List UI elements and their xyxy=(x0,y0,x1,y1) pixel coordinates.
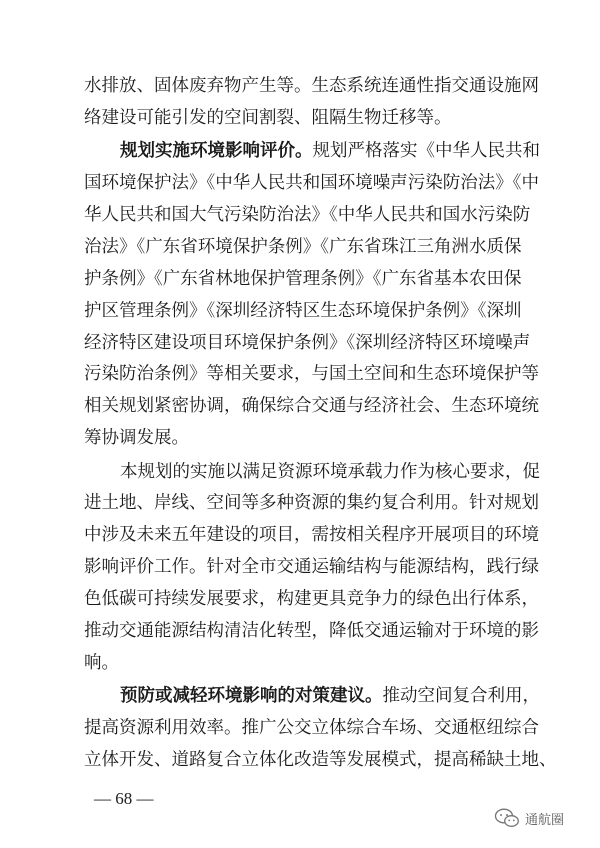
text-line: 中涉及未来五年建设的项目，需按相关程序开展项目的环境 xyxy=(84,525,539,545)
text-line: 推动交通能源结构清洁化转型，降低交通运输对于环境的影 xyxy=(84,621,539,641)
wechat-icon xyxy=(494,808,520,828)
text-line: 水排放、固体废弃物产生等。生态系统连通性指交通设施网 xyxy=(84,76,539,96)
text-line: 护条例》《广东省林地保护管理条例》《广东省基本农田保 xyxy=(84,269,522,289)
text-run: 规划严格落实《中华人民共和 xyxy=(312,141,540,161)
text-run: 推动空间复合利用， xyxy=(382,686,540,706)
page-number: — 68 — xyxy=(94,789,154,808)
text-line: 提高资源利用效率。推广公交立体综合车场、交通枢纽综合 xyxy=(84,718,539,738)
watermark xyxy=(494,806,584,830)
text-line: 色低碳可持续发展要求，构建更具竞争力的绿色出行体系， xyxy=(84,589,539,609)
text-line: 护区管理条例》《深圳经济特区生态环境保护条例》《深圳 xyxy=(84,301,522,321)
text-line: 进土地、岸线、空间等多种资源的集约复合利用。针对规划 xyxy=(84,493,539,513)
text-line: 络建设可能引发的空间割裂、阻隔生物迁移等。 xyxy=(84,108,452,128)
text-line: 国环境保护法》《中华人民共和国环境噪声污染防治法》《中 xyxy=(84,173,539,193)
watermark-text: 通航圈 xyxy=(525,812,565,828)
text-line: 华人民共和国大气污染防治法》《中华人民共和国水污染防 xyxy=(84,205,531,225)
text-line: 影响评价工作。针对全市交通运输结构与能源结构，践行绿 xyxy=(84,557,539,577)
text-line: 经济特区建设项目环境保护条例》《深圳经济特区环境噪声 xyxy=(84,333,531,353)
section-heading-line xyxy=(120,141,540,161)
text-line: 本规划的实施以满足资源环境承载力作为核心要求，促 xyxy=(120,462,540,482)
section-heading: 预防或减轻环境影响的对策建议。 xyxy=(120,686,383,706)
text-line: 相关规划紧密协调，确保综合交通与经济社会、生态环境统 xyxy=(84,396,539,416)
section-heading: 规划实施环境影响评价。 xyxy=(120,141,313,161)
text-line: 响。 xyxy=(84,653,119,673)
text-line: 污染防治条例》等相关要求，与国土空间和生态环境保护等 xyxy=(84,364,539,384)
section-heading-line xyxy=(120,686,540,706)
text-line: 立体开发、道路复合立体化改造等发展模式，提高稀缺土地、 xyxy=(84,750,557,770)
text-line: 治法》《广东省环境保护条例》《广东省珠江三角洲水质保 xyxy=(84,237,522,257)
text-line: 筹协调发展。 xyxy=(84,428,189,448)
